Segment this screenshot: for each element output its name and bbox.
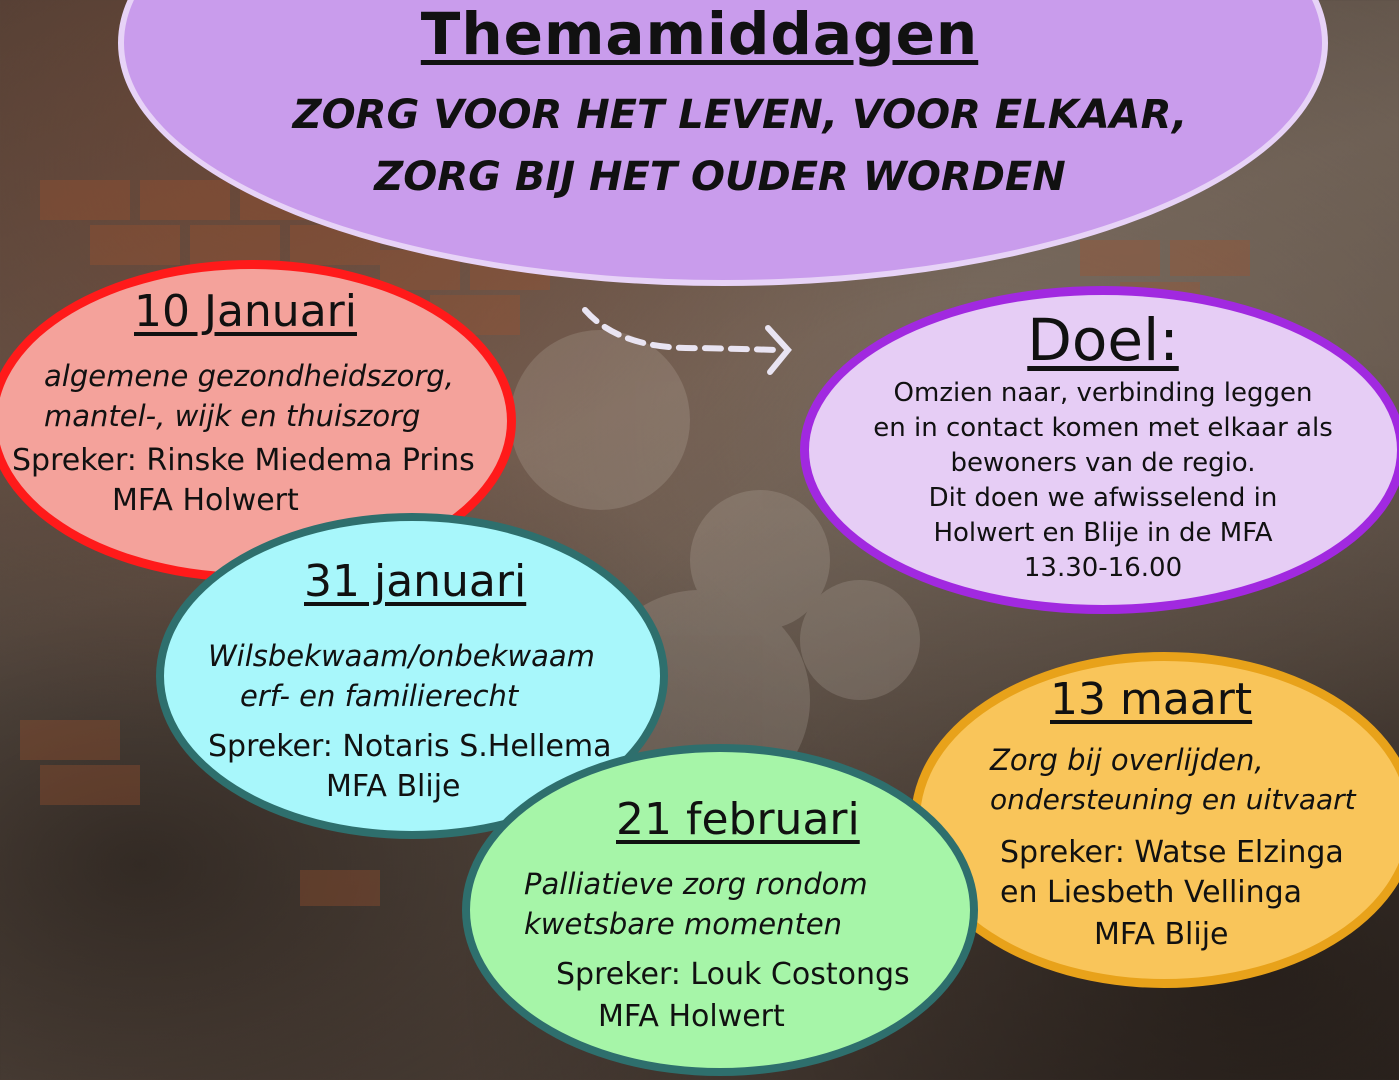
session-topic-3a: Palliatieve zorg rondom: [524, 867, 868, 901]
session-topic-1a: algemene gezondheidszorg,: [44, 359, 454, 393]
session-topic-3b: kwetsbare momenten: [524, 907, 843, 941]
subtitle-line-2: ZORG BIJ HET OUDER WORDEN: [374, 154, 1066, 200]
session-date-2: 31 januari: [304, 556, 527, 607]
subtitle-line-1: ZORG VOOR HET LEVEN, VOOR ELKAAR,: [292, 92, 1188, 138]
session-date-1: 10 Januari: [134, 286, 357, 337]
session-topic-4b: ondersteuning en uitvaart: [990, 783, 1356, 816]
page-title: Themamiddagen: [420, 0, 979, 68]
session-speaker-4a: Spreker: Watse Elzinga: [1000, 835, 1344, 870]
session-location-3: MFA Holwert: [598, 999, 785, 1034]
session-speaker-3: Spreker: Louk Costongs: [556, 957, 910, 992]
session-location-4: MFA Blije: [1094, 917, 1229, 952]
goal-line-5: Holwert en Blije in de MFA: [933, 518, 1273, 548]
session-location-2: MFA Blije: [326, 769, 461, 804]
goal-line-4: Dit doen we afwisselend in: [928, 483, 1278, 513]
session-topic-2b: erf- en familierecht: [240, 679, 519, 713]
goal-line-2: en in contact komen met elkaar als: [873, 413, 1333, 443]
goal-heading: Doel:: [1027, 306, 1179, 374]
session-date-3: 21 februari: [616, 794, 860, 845]
session-speaker-4b: en Liesbeth Vellinga: [1000, 875, 1303, 910]
goal-line-3: bewoners van de regio.: [950, 448, 1256, 478]
goal-line-6: 13.30-16.00: [1023, 553, 1183, 583]
session-date-4: 13 maart: [1050, 674, 1253, 725]
goal-text: [800, 376, 1399, 586]
session-topic-1b: mantel-, wijk en thuiszorg: [44, 399, 421, 433]
goal-line-1: Omzien naar, verbinding leggen: [893, 378, 1313, 408]
session-topic-2a: Wilsbekwaam/onbekwaam: [208, 639, 595, 673]
session-speaker-2: Spreker: Notaris S.Hellema: [208, 729, 612, 764]
session-location-1: MFA Holwert: [112, 483, 299, 518]
session-topic-4a: Zorg bij overlijden,: [990, 743, 1264, 777]
dashed-arrow-icon: [580, 300, 800, 390]
session-speaker-1: Spreker: Rinske Miedema Prins: [12, 443, 475, 478]
